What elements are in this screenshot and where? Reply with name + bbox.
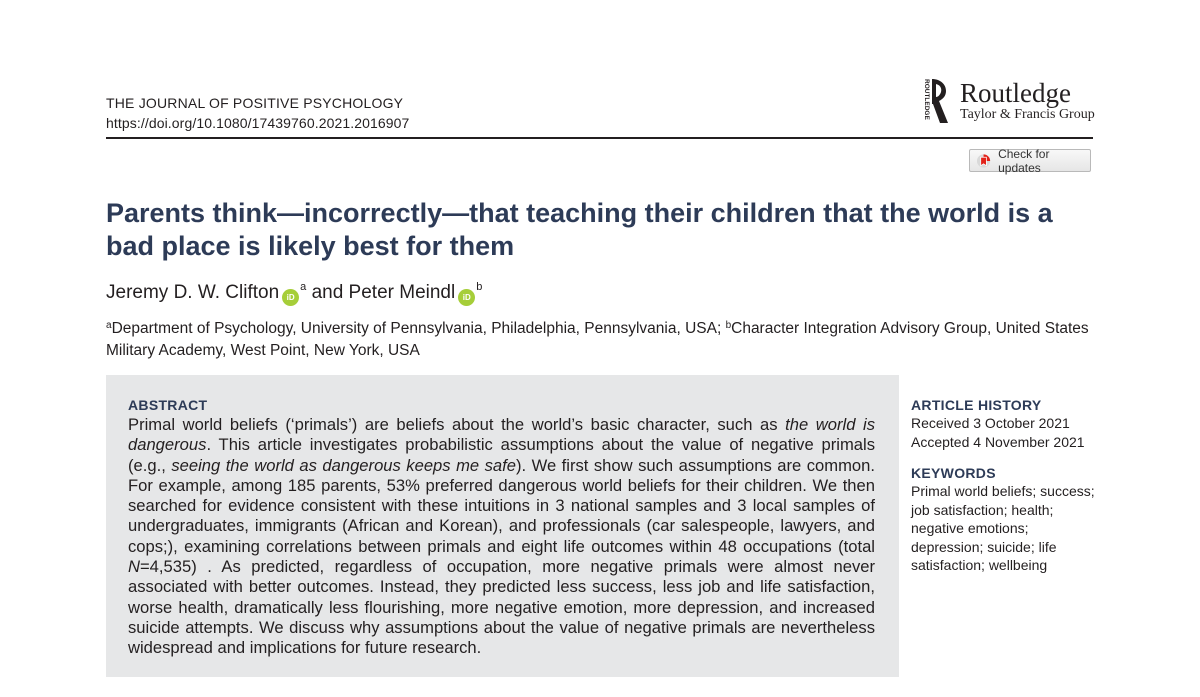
publisher-group: Taylor & Francis Group (960, 107, 1095, 122)
publisher-logo (918, 77, 1094, 127)
abstract-italic: N (128, 557, 140, 577)
affiliation-marker: b (476, 281, 483, 293)
author-name[interactable]: Jeremy D. W. Clifton (106, 282, 280, 303)
header-rule (106, 137, 1093, 139)
affiliation-marker: b (725, 320, 732, 331)
keywords-line: depression; suicide; life (911, 538, 1057, 555)
publisher-name: Routledge (960, 78, 1071, 108)
article-history-heading: ARTICLE HISTORY (911, 397, 1042, 413)
check-for-updates-icon (976, 153, 991, 169)
journal-name: THE JOURNAL OF POSITIVE PSYCHOLOGY (106, 95, 404, 111)
author-list (106, 274, 482, 306)
doi-link[interactable]: https://doi.org/10.1080/17439760.2021.2016907 (106, 115, 410, 131)
keywords-line: job satisfaction; health; (911, 501, 1054, 518)
orcid-icon[interactable]: iD (282, 289, 299, 306)
affiliation-b: Character Integration Advisory Group, United States Military Academy, West Point, New York, USA (106, 320, 1089, 359)
abstract-segment: =4,535) . As predicted, regardless of occupation, more negative primals were almost never associated with better outcomes. Instead, they predicted less success, less job and life satisfaction, worse health, dramatically less flourishing, more negative emotion, more depression, and increased suicide attempts. We discuss why assumptions about the value of negative primals are nevertheless widespread and implications for future research. (128, 557, 875, 658)
keywords-line: satisfaction; wellbeing (911, 557, 1048, 573)
author-joiner: and (311, 282, 344, 303)
keywords-line: Primal world beliefs; success; (911, 483, 1095, 499)
received-date: Received 3 October 2021 (911, 415, 1070, 431)
abstract-text (128, 415, 875, 659)
orcid-icon[interactable]: iD (458, 289, 475, 306)
affiliations (106, 315, 1096, 362)
abstract-italic: seeing the world as dangerous keeps me safe (171, 455, 516, 475)
publisher-mark-text: ROUTLEDGE (923, 79, 930, 120)
abstract-panel (106, 375, 899, 677)
abstract-segment: ). We first show such assumptions are common. For example, among 185 parents, 53% preferred dangerous world beliefs for their children. We then searched for evidence consistent with these intuitions in 3 national samples and 3 local samples of undergraduates, immigrants (African and Korean), and professionals (car salespeople, lawyers, and cops;), examining correlations between primals and eight life outcomes within 48 occupations (total (128, 455, 875, 556)
check-for-updates-button[interactable] (969, 146, 1091, 175)
abstract-segment: . This article investigates probabilistic assumptions about the value of negative primals (e.g., (128, 435, 875, 475)
abstract-italic: the world is dangerous (128, 415, 875, 455)
article-sidebar (911, 396, 1101, 575)
abstract-segment: Primal world beliefs (‘primals’) are beliefs about the world’s basic character, such as (128, 415, 786, 434)
keywords-heading: KEYWORDS (911, 465, 996, 481)
abstract-heading: ABSTRACT (128, 397, 208, 413)
affiliation-marker: a (300, 281, 307, 293)
routledge-logo-icon (918, 77, 952, 125)
check-for-updates-label: Check for updates (998, 146, 1050, 175)
affiliation-a: Department of Psychology, University of Pennsylvania, Philadelphia, Pennsylvania, USA; (111, 320, 726, 337)
accepted-date: Accepted 4 November 2021 (911, 433, 1085, 450)
affiliation-marker: a (106, 320, 112, 331)
keywords-line: negative emotions; (911, 520, 1029, 536)
journal-header (106, 93, 409, 133)
author-name[interactable]: Peter Meindl (348, 282, 456, 303)
article-title: Parents think—incorrectly—that teaching their children that the world is a bad place is likely best for them (106, 198, 1053, 261)
